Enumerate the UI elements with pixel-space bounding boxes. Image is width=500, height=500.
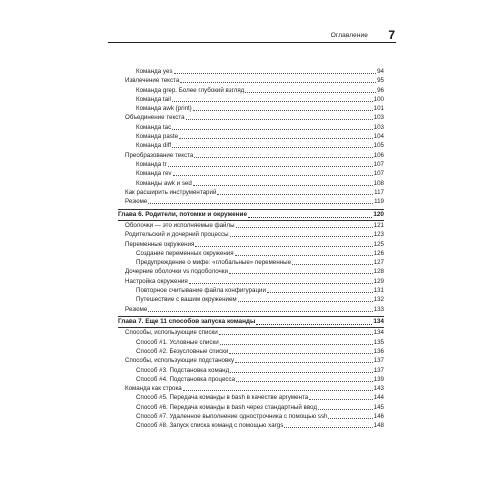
toc-section-entry[interactable] [118, 328, 384, 337]
toc-entry-title: Способ #2. Безусловные списки [136, 347, 229, 355]
toc-section-entry[interactable] [118, 230, 384, 239]
toc-entry-title: Способ #3. Подстановка команд [136, 366, 230, 374]
toc-subsection-entry[interactable] [118, 338, 384, 347]
toc-subsection-entry[interactable] [118, 366, 384, 375]
dot-leader [172, 147, 373, 148]
toc-entry-title: Резюме [125, 305, 148, 313]
toc-subsection-entry[interactable] [118, 295, 384, 304]
toc-subsection-entry[interactable] [118, 104, 384, 113]
toc-entry-title: Извлечение текста [125, 77, 180, 85]
toc-entry-title: Оболочки — это исполняемые файлы [125, 221, 235, 229]
toc-entry-page: 134 [373, 318, 384, 326]
dot-leader [172, 129, 372, 130]
table-of-contents [118, 67, 384, 431]
toc-subsection-entry[interactable] [118, 412, 384, 421]
dot-leader [235, 362, 373, 363]
toc-entry-title: Способы, использующие списки [125, 329, 218, 337]
toc-chapter-entry[interactable] [118, 316, 384, 328]
toc-entry-page: 123 [373, 231, 384, 239]
toc-entry-title: Команда rev [136, 170, 172, 178]
toc-entry-page: 119 [374, 198, 384, 206]
toc-entry-page: 103 [373, 114, 384, 122]
toc-entry-page: 136 [373, 347, 384, 355]
toc-entry-page: 94 [377, 68, 384, 75]
toc-entry-title: Глава 6. Родители, потомки и окружение [118, 210, 248, 218]
dot-leader [236, 227, 373, 228]
dot-leader [183, 390, 373, 391]
dot-leader [174, 73, 377, 74]
toc-section-entry[interactable] [118, 267, 384, 276]
toc-entry-page: 126 [373, 249, 384, 257]
toc-entry-page: 104 [373, 133, 384, 141]
dot-leader [256, 324, 372, 325]
dot-leader [267, 292, 373, 293]
dot-leader [309, 399, 372, 400]
toc-entry-title: Дочерние оболочки vs подоболочки [125, 268, 228, 276]
toc-section-entry[interactable] [118, 277, 384, 286]
toc-section-entry[interactable] [118, 151, 384, 160]
toc-entry-title: Глава 7. Еще 11 способов запуска команды [118, 318, 256, 326]
dot-leader [179, 138, 373, 139]
toc-entry-page: 135 [373, 338, 384, 346]
dot-leader [186, 119, 373, 120]
toc-subsection-entry[interactable] [118, 375, 384, 384]
dot-leader [173, 175, 373, 176]
dot-leader [172, 101, 373, 102]
toc-entry-page: 145 [373, 403, 384, 411]
toc-entry-title: Команда как строка [125, 385, 182, 393]
toc-entry-title: Объединение текста [125, 114, 185, 122]
toc-entry-page: 127 [373, 259, 384, 267]
dot-leader [230, 372, 372, 373]
toc-entry-page: 144 [373, 394, 384, 402]
dot-leader [284, 427, 372, 428]
toc-entry-page: 143 [373, 385, 384, 393]
dot-leader [220, 344, 373, 345]
toc-entry-page: 133 [373, 305, 384, 313]
toc-entry-title: Переменные окружения [125, 240, 195, 248]
toc-entry-title: Команда tac [136, 123, 172, 131]
toc-entry-title: Преобразование текста [125, 151, 194, 159]
toc-subsection-entry[interactable] [118, 86, 384, 95]
toc-entry-page: 117 [374, 188, 384, 196]
toc-entry-title: Команда paste [136, 133, 179, 141]
dot-leader [148, 311, 372, 312]
toc-entry-title: Способ #8. Запуск списка команд с помощью xargs [136, 422, 284, 430]
toc-entry-title: Способ #4. Подстановка процесса [136, 375, 236, 383]
dot-leader [235, 255, 373, 256]
dot-leader [230, 236, 373, 237]
dot-leader [168, 166, 373, 167]
toc-section-entry[interactable] [118, 221, 384, 230]
toc-entry-page: 148 [373, 422, 384, 430]
toc-subsection-entry[interactable] [118, 258, 384, 267]
toc-section-entry[interactable] [118, 384, 384, 393]
dot-leader [194, 157, 372, 158]
toc-entry-title: Команда tr [136, 160, 167, 168]
toc-section-entry[interactable] [118, 113, 384, 122]
toc-entry-page: 100 [373, 95, 384, 103]
toc-entry-title: Настройка окружения [125, 277, 188, 285]
dot-leader [318, 409, 373, 410]
dot-leader [236, 381, 373, 382]
toc-entry-title: Команда yes [136, 68, 173, 75]
dot-leader [245, 92, 376, 93]
toc-subsection-entry[interactable] [118, 132, 384, 141]
dot-leader [193, 185, 373, 186]
toc-chapter-entry[interactable] [118, 209, 384, 221]
toc-section-entry[interactable] [118, 76, 384, 85]
toc-subsection-entry[interactable] [118, 95, 384, 104]
dot-leader [180, 82, 376, 83]
toc-entry-page: 131 [373, 287, 384, 295]
toc-entry-page: 121 [373, 221, 384, 229]
toc-entry-title: Создание переменных окружения [136, 249, 234, 257]
toc-section-entry[interactable] [118, 240, 384, 249]
toc-entry-page: 106 [373, 151, 384, 159]
toc-entry-title: Путешествие с вашим окружением [136, 296, 237, 304]
toc-section-entry[interactable] [118, 188, 384, 197]
toc-subsection-entry[interactable] [118, 141, 384, 150]
dot-leader [229, 273, 373, 274]
toc-entry-page: 105 [373, 142, 384, 150]
toc-entry-page: 134 [373, 329, 384, 337]
toc-subsection-entry[interactable] [118, 179, 384, 188]
toc-section-entry[interactable] [118, 305, 384, 314]
toc-subsection-entry[interactable] [118, 403, 384, 412]
toc-subsection-entry[interactable] [118, 169, 384, 178]
toc-subsection-entry[interactable] [118, 249, 384, 258]
toc-entry-page: 108 [373, 179, 384, 187]
dot-leader [217, 194, 373, 195]
toc-section-entry[interactable] [118, 197, 384, 206]
toc-subsection-entry[interactable] [118, 286, 384, 295]
toc-entry-page: 107 [373, 160, 384, 168]
header-rule [108, 42, 396, 43]
page-number: 7 [388, 28, 395, 42]
toc-entry-page: 101 [373, 105, 384, 113]
toc-entry-title: Способ #6. Передача команды в bash через стандартный ввод [136, 403, 317, 411]
toc-entry-page: 137 [373, 357, 384, 365]
dot-leader [189, 283, 373, 284]
toc-subsection-entry[interactable] [118, 160, 384, 169]
toc-entry-page: 95 [377, 77, 384, 85]
toc-entry-page: 103 [373, 123, 384, 131]
dot-leader [229, 353, 372, 354]
toc-entry-title: Как расширить инструментарий [125, 188, 217, 196]
dot-leader [148, 203, 373, 204]
toc-entry-title: Способ #1. Условные списки [136, 338, 219, 346]
toc-entry-page: 137 [373, 366, 384, 374]
toc-section-entry[interactable] [118, 356, 384, 365]
dot-leader [328, 418, 372, 419]
toc-entry-title: Предупреждение о мифе: «глобальные» переменные [136, 259, 292, 267]
toc-entry-title: Способы, использующие подстановку [125, 357, 235, 365]
toc-subsection-entry[interactable] [118, 393, 384, 402]
toc-entry-title: Родительский и дочерний процессы [125, 231, 229, 239]
toc-entry-title: Способ #7. Удаленное выполнение однострочника с помощью ssh [136, 413, 328, 421]
toc-entry-title: Команда tail [136, 95, 171, 103]
running-header [108, 27, 396, 43]
toc-entry-title: Команда grep. Более глубокий взгляд [136, 86, 245, 94]
toc-entry-page: 96 [377, 86, 384, 94]
toc-entry-page: 120 [373, 210, 384, 218]
dot-leader [238, 301, 373, 302]
dot-leader [292, 264, 373, 265]
toc-entry-page: 129 [373, 277, 384, 285]
toc-entry-page: 128 [373, 268, 384, 276]
toc-entry-title: Способ #5. Передача команды в bash в качестве аргумента [136, 394, 309, 402]
toc-entry-title: Команда diff [136, 142, 172, 150]
toc-subsection-entry[interactable] [118, 347, 384, 356]
toc-entry-title: Резюме [125, 198, 148, 206]
dot-leader [219, 334, 373, 335]
toc-entry-page: 132 [373, 296, 384, 304]
toc-entry-page: 107 [373, 170, 384, 178]
dot-leader [248, 217, 372, 218]
toc-entry-page: 146 [373, 413, 384, 421]
running-header-title: Оглавление [330, 32, 368, 39]
toc-subsection-entry[interactable] [118, 67, 384, 76]
toc-entry-page: 125 [373, 240, 384, 248]
dot-leader [193, 110, 373, 111]
toc-subsection-entry[interactable] [118, 421, 384, 430]
dot-leader [195, 246, 372, 247]
toc-entry-title: Повторное считывание файла конфигурации [136, 287, 266, 295]
toc-entry-title: Команда awk {print} [136, 105, 192, 113]
toc-entry-title: Команды awk и sed [136, 179, 192, 187]
toc-subsection-entry[interactable] [118, 123, 384, 132]
toc-entry-page: 139 [373, 375, 384, 383]
